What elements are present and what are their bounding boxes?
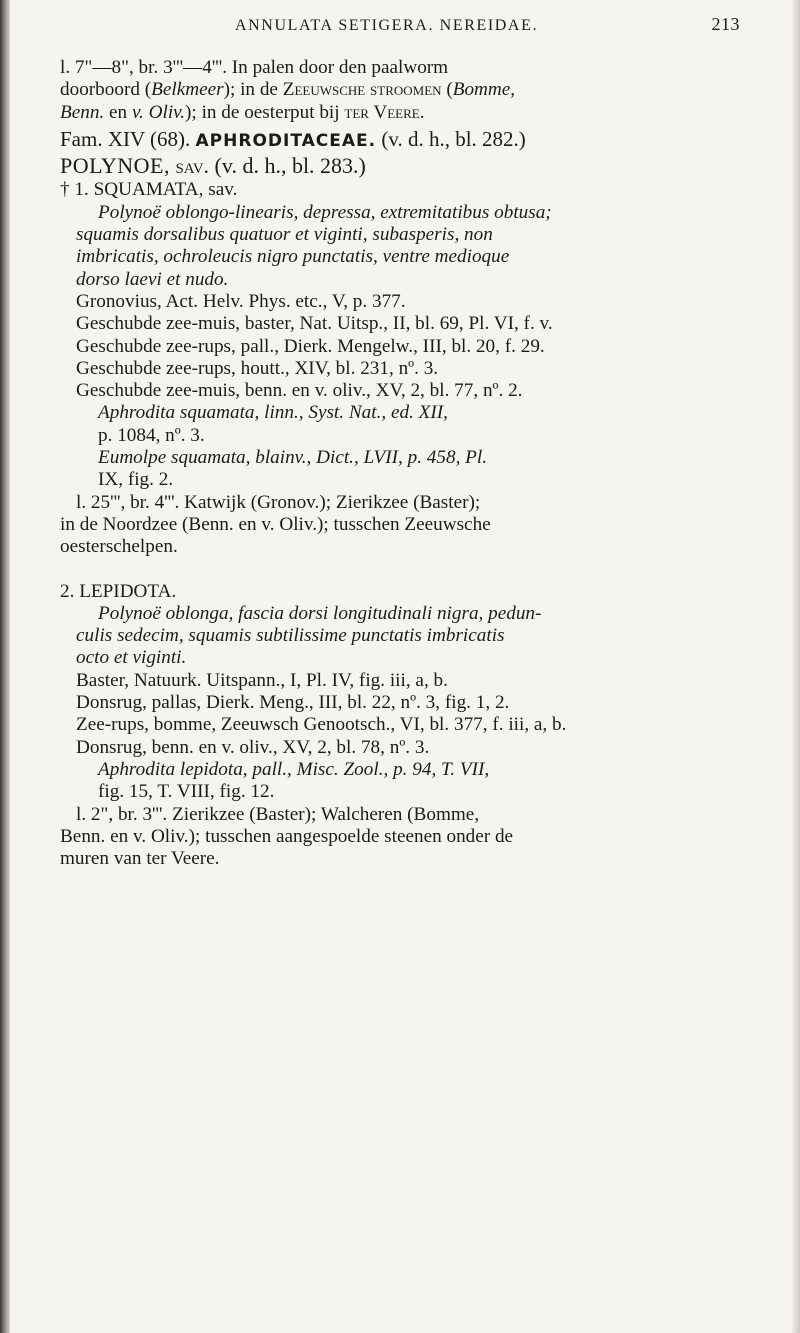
reference-line: Donsrug, benn. en v. oliv., XV, 2, bl. 78, nº. 3. bbox=[76, 736, 430, 758]
genus-heading bbox=[60, 155, 772, 177]
reference-line: Geschubde zee-muis, benn. en v. oliv., XV, 2, bl. 77, nº. 2. bbox=[76, 380, 523, 402]
reference-line: Zee-rups, bomme, Zeeuwsch Genootsch., VI, bl. 377, f. iii, a, b. bbox=[76, 714, 567, 736]
habitat-line: in de Noordzee (Benn. en v. Oliv.); tusschen Zeeuwsche bbox=[60, 513, 491, 535]
habitat-line: l. 25''', br. 4'''. Katwijk (Gronov.); Zierikzee (Baster); bbox=[76, 491, 481, 513]
diagnosis-line: squamis dorsalibus quatuor et viginti, subasperis, non bbox=[76, 224, 493, 246]
reference-line: Aphrodita squamata, linn., Syst. Nat., ed. XII, bbox=[98, 402, 448, 424]
diagnosis-line: culis sedecim, squamis subtilissime punctatis imbricatis bbox=[76, 625, 505, 647]
diagnosis-line: octo et viginti. bbox=[76, 647, 187, 669]
text-line: l. 7"—8", br. 3'''—4'''. In palen door den paalworm bbox=[60, 57, 449, 78]
page-edge bbox=[792, 0, 800, 1333]
family-prefix: Fam. XIV (68). bbox=[60, 126, 191, 151]
text-line: Benn. en v. Oliv.); in de oesterput bij ter Veere. bbox=[60, 101, 425, 123]
diagnosis-line: Polynoë oblongo-linearis, depressa, extremitatibus obtusa; bbox=[98, 201, 552, 223]
reference-line: Gronovius, Act. Helv. Phys. etc., V, p. 377. bbox=[76, 290, 406, 312]
text-line: doorboord (Belkmeer); in de Zeeuwsche stroomen (Bomme, bbox=[60, 79, 516, 101]
family-ref: (v. d. h., bl. 282.) bbox=[381, 126, 526, 151]
book-spine-shadow bbox=[0, 0, 10, 1333]
diagnosis-line: Polynoë oblonga, fascia dorsi longitudinali nigra, pedun- bbox=[98, 602, 542, 624]
reference-line: Geschubde zee-muis, baster, Nat. Uitsp., II, bl. 69, Pl. VI, f. v. bbox=[76, 313, 553, 335]
species-heading: 2. LEPIDOTA. bbox=[60, 580, 177, 602]
reference-line: Geschubde zee-rups, pall., Dierk. Mengelw., III, bl. 20, f. 29. bbox=[76, 335, 545, 357]
reference-line: fig. 15, T. VIII, fig. 12. bbox=[98, 781, 275, 803]
reference-line: Aphrodita lepidota, pall., Misc. Zool., p. 94, T. VII, bbox=[98, 758, 490, 780]
reference-line: Geschubde zee-rups, houtt., XIV, bl. 231, nº. 3. bbox=[76, 357, 439, 379]
reference-line: Eumolpe squamata, blainv., Dict., LVII, p. 458, Pl. bbox=[98, 447, 488, 469]
reference-line: Baster, Natuurk. Uitspann., I, Pl. IV, fig. iii, a, b. bbox=[76, 669, 448, 691]
habitat-line: oesterschelpen. bbox=[60, 536, 178, 558]
page-number: 213 bbox=[711, 14, 740, 34]
running-header bbox=[235, 14, 740, 35]
reference-line: Donsrug, pallas, Dierk. Meng., III, bl. 22, nº. 3, fig. 1, 2. bbox=[76, 692, 510, 714]
genus-author: sav. bbox=[175, 153, 210, 179]
diagnosis-line: imbricatis, ochroleucis nigro punctatis, ventre medioque bbox=[76, 246, 510, 268]
reference-line: IX, fig. 2. bbox=[98, 469, 174, 491]
family-name: APHRODITACEAE. bbox=[195, 130, 377, 151]
habitat-line: Benn. en v. Oliv.); tusschen aangespoelde steenen onder de bbox=[60, 825, 514, 847]
reference-line: p. 1084, nº. 3. bbox=[98, 424, 205, 446]
species-heading: † 1. SQUAMATA, sav. bbox=[60, 179, 238, 201]
family-heading bbox=[60, 128, 772, 152]
habitat-line: l. 2", br. 3'''. Zierikzee (Baster); Walcheren (Bomme, bbox=[76, 803, 480, 825]
running-head: ANNULATA SETIGERA. NEREIDAE. bbox=[235, 17, 539, 34]
page-text bbox=[60, 57, 772, 870]
genus-ref: (v. d. h., bl. 283.) bbox=[214, 153, 366, 179]
genus-name: POLYNOE, bbox=[60, 153, 170, 179]
diagnosis-line: dorso laevi et nudo. bbox=[76, 268, 229, 290]
habitat-line: muren van ter Veere. bbox=[60, 848, 220, 870]
